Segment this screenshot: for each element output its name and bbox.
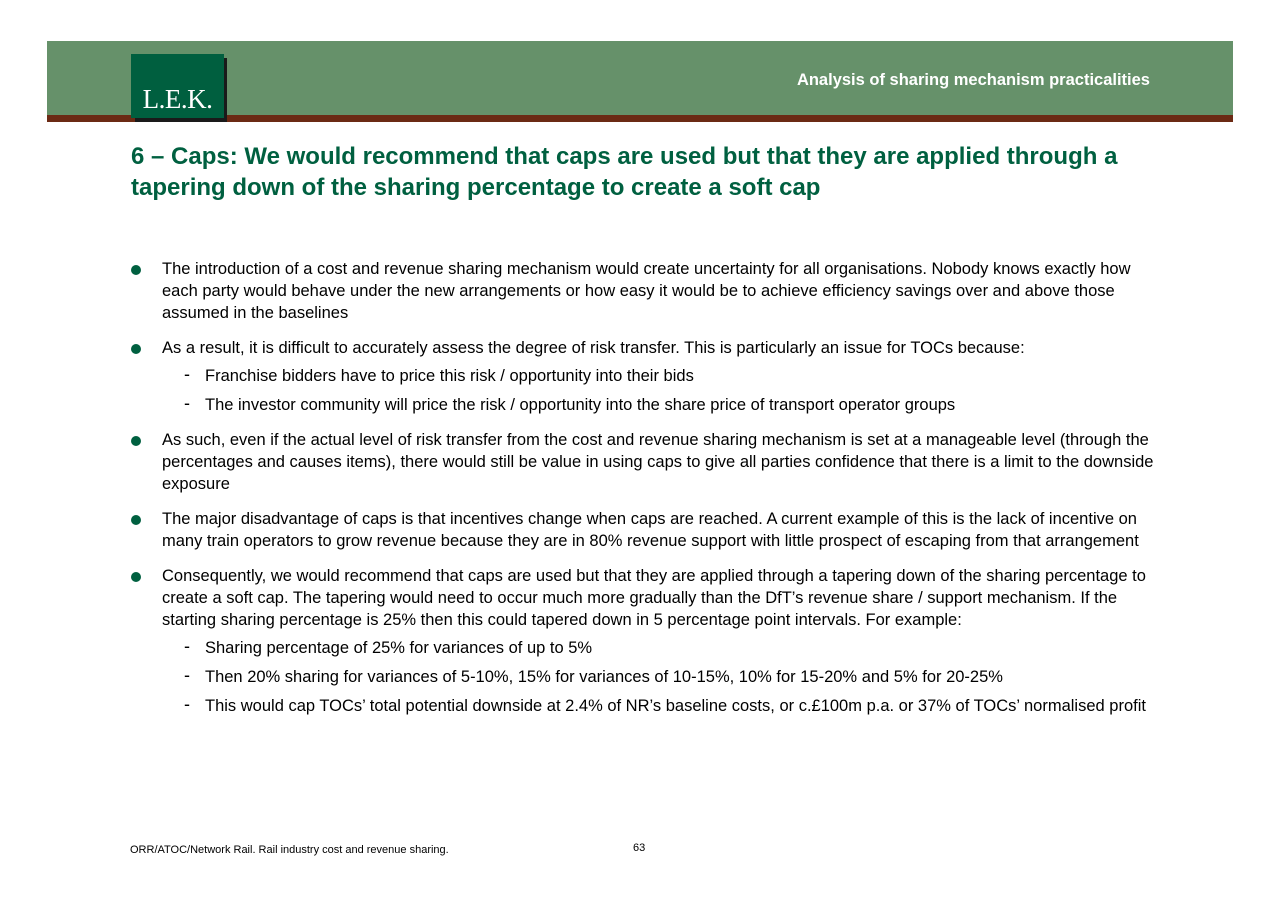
page-number: 63 [633,842,646,854]
sub-bullet-text: Sharing percentage of 25% for variances of up to 5% [205,639,593,657]
bullet-dot-icon [131,265,141,275]
bullet-dot-icon [131,515,141,525]
slide-headline: 6 – Caps: We would recommend that caps are used but that they are applied through a tapering down of the sharing percentage to create a soft cap [131,143,1118,201]
sub-bullet-list [162,365,1161,416]
sub-bullet-text: The investor community will price the risk / opportunity into the share price of transport operator groups [205,396,956,414]
footer-source: ORR/ATOC/Network Rail. Rail industry cost and revenue sharing. [130,844,449,856]
bullet-item [131,258,1161,324]
bullet-text: As such, even if the actual level of risk transfer from the cost and revenue sharing mechanism is set at a manageable level (through the percentages and causes items), there would still be value in using caps to give all parties confidence that there is a limit to the downside exposure [162,431,1154,493]
bullet-item [131,337,1161,416]
bullet-text: As a result, it is difficult to accurately assess the degree of risk transfer. This is particularly an issue for TOCs because: [162,339,1025,357]
bullet-text: The introduction of a cost and revenue sharing mechanism would create uncertainty for all organisations. Nobody knows exactly how each party would behave under the new arrangements or how easy it would be to achieve efficiency savings over and above those assumed in the baselines [162,260,1131,322]
sub-bullet-text: This would cap TOCs’ total potential downside at 2.4% of NR’s baseline costs, or c.£100m p.a. or 37% of TOCs’ normalised profit [205,697,1146,715]
dash-icon: - [184,636,190,656]
sub-bullet-item [162,394,1161,416]
sub-bullet-list [162,637,1161,717]
bullet-text: Consequently, we would recommend that caps are used but that they are applied through a tapering down of the sharing percentage to create a soft cap. The tapering would need to occur much more gradually than the DfT’s revenue share / support mechanism. If the starting sharing percentage is 25% then this could tapered down in 5 percentage point intervals. For example: [162,567,1146,629]
dash-icon: - [184,665,190,685]
sub-bullet-text: Franchise bidders have to price this risk / opportunity into their bids [205,367,694,385]
dash-icon: - [184,393,190,413]
sub-bullet-item [162,365,1161,387]
sub-bullet-item [162,637,1161,659]
sub-bullet-item [162,666,1161,688]
bullet-text: The major disadvantage of caps is that incentives change when caps are reached. A current example of this is the lack of incentive on many train operators to grow revenue because they are in 80% revenue support with little prospect of escaping from that arrangement [162,510,1139,550]
bullet-item [131,565,1161,717]
bullet-list [131,258,1161,730]
sub-bullet-item [162,695,1161,717]
section-title: Analysis of sharing mechanism practicalities [796,71,1150,89]
bullet-dot-icon [131,344,141,354]
sub-bullet-text: Then 20% sharing for variances of 5-10%, 15% for variances of 10-15%, 10% for 15-20% and 5% for 20-25% [205,668,1003,686]
dash-icon: - [184,364,190,384]
bullet-dot-icon [131,436,141,446]
dash-icon: - [184,694,190,714]
bullet-dot-icon [131,572,141,582]
lek-logo: L.E.K. [131,54,224,118]
bullet-item [131,508,1161,552]
bullet-item [131,429,1161,495]
